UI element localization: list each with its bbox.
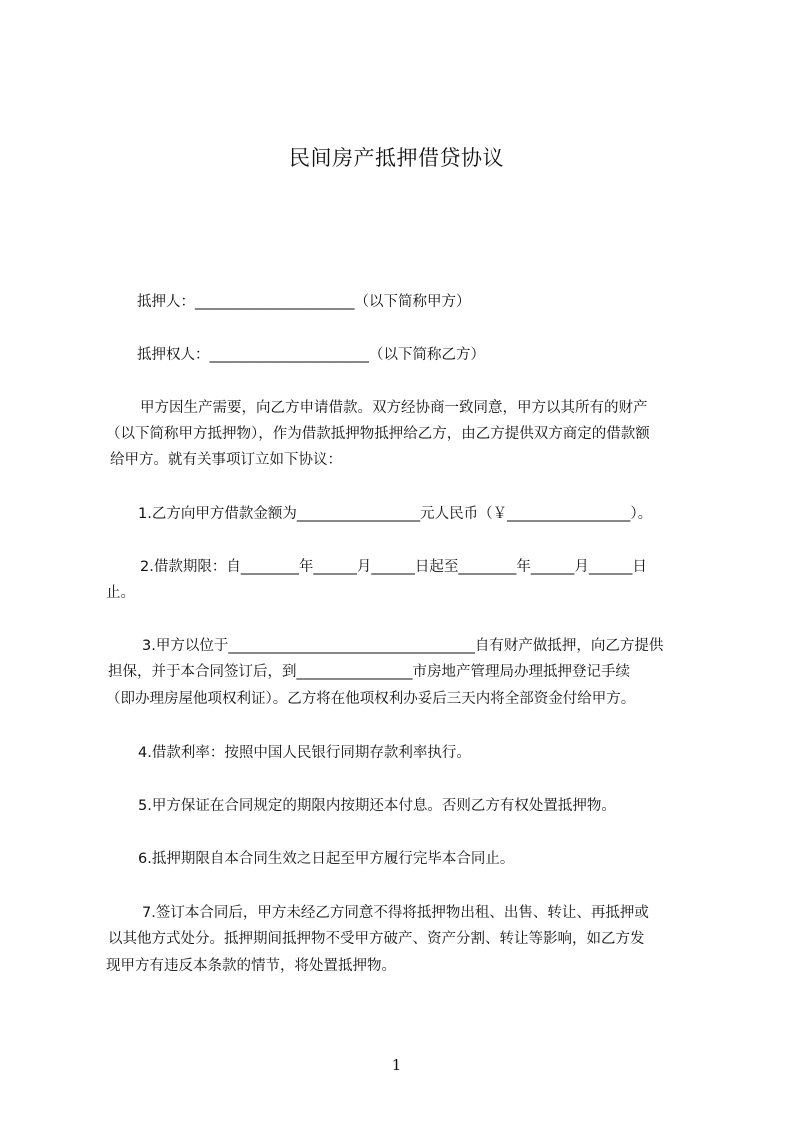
clause-5: 5.甲方保证在合同规定的期限内按期还本付息。否则乙方有权处置抵押物。 [138, 798, 616, 814]
clause-7-line-1: 7.签订本合同后，甲方未经乙方同意不得将抵押物出租、出售、转让、再抵押或 [142, 905, 649, 921]
clause-4: 4.借款利率：按照中国人民银行同期存款利率执行。 [138, 745, 471, 761]
clause-2-line-2: 止。 [106, 585, 135, 601]
pledgee-line: 抵押权人：______________________（以下简称乙方） [137, 347, 485, 363]
preamble-line-1: 甲方因生产需要，向乙方申请借款。双方经协商一致同意，甲方以其所有的财产 [140, 400, 648, 416]
clause-2-line-1: 2.借款期限：自________年______月______日起至________年______月______日 [140, 559, 647, 575]
document-title: 民间房产抵押借贷协议 [289, 146, 504, 170]
clause-6: 6.抵押期限自本合同生效之日起至甲方履行完毕本合同止。 [138, 851, 515, 867]
clause-3-line-1: 3.甲方以位于__________________________________自有财产做抵押，向乙方提供 [142, 638, 664, 654]
clause-7-line-3: 现甲方有违反本条款的情节，将处置抵押物。 [106, 958, 396, 974]
page-number: 1 [391, 1056, 402, 1074]
pledgor-line: 抵押人：______________________（以下简称甲方） [137, 294, 471, 310]
clause-1: 1.乙方向甲方借款金额为_________________元人民币（￥_________________）。 [138, 506, 653, 522]
clause-3-line-3: （即办理房屋他项权利证）。乙方将在他项权利办妥后三天内将全部资金付给甲方。 [106, 691, 636, 707]
preamble-line-2: （以下简称甲方抵押物），作为借款抵押物抵押给乙方，由乙方提供双方商定的借款额 [106, 426, 650, 442]
clause-7-line-2: 以其他方式处分。抵押期间抵押物不受甲方破产、资产分割、转让等影响，如乙方发 [108, 931, 645, 947]
clause-3-line-2: 担保，并于本合同签订后，到________________市房地产管理局办理抵押登记手续 [108, 664, 630, 680]
preamble-line-3: 给甲方。就有关事项订立如下协议： [110, 452, 342, 468]
